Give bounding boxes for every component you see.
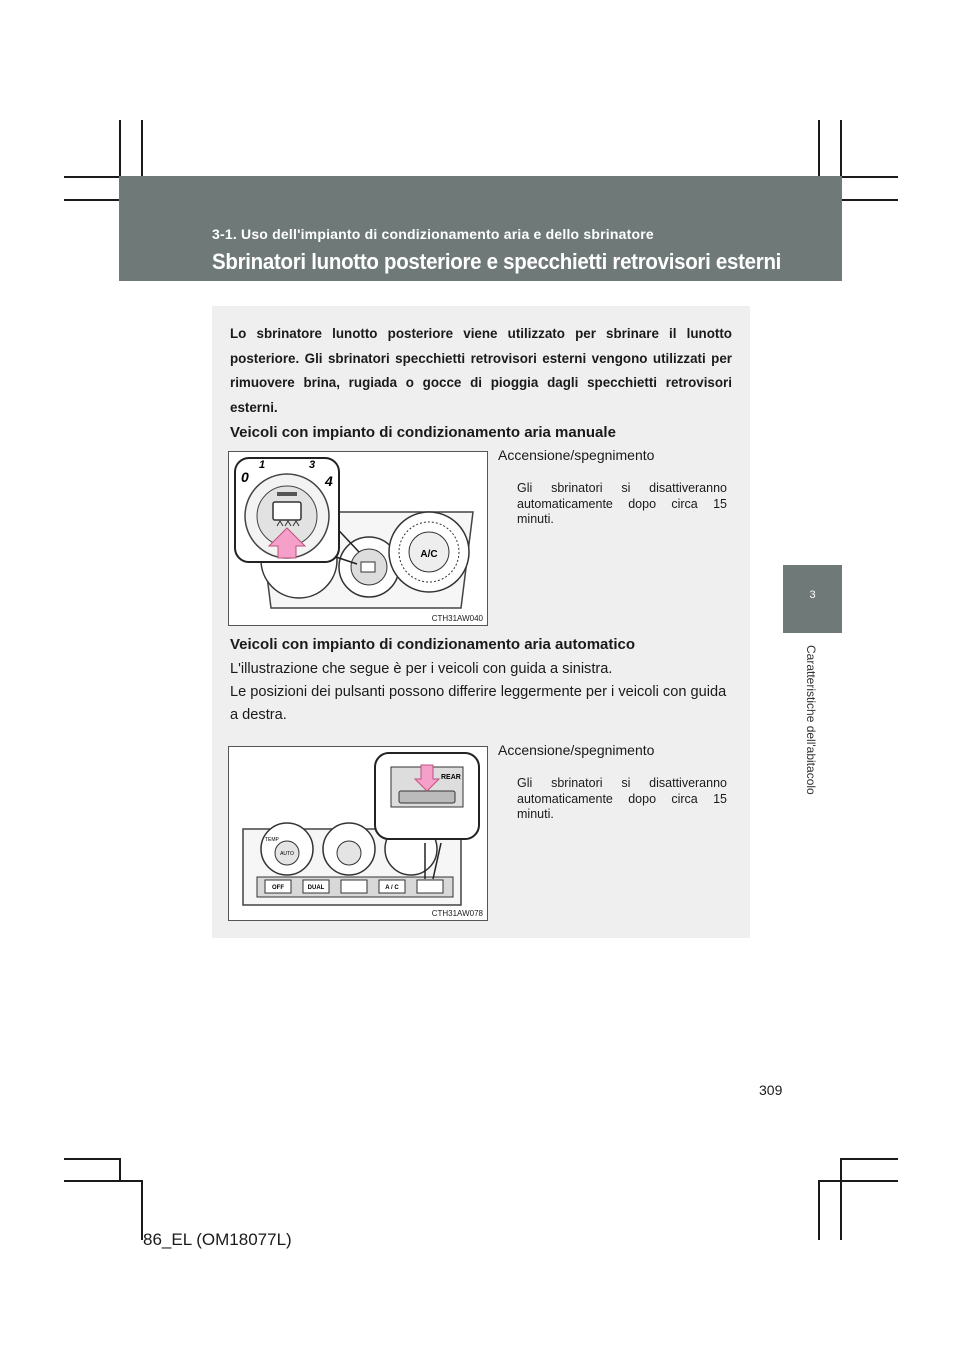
- page-number: 309: [759, 1082, 783, 1098]
- automatic-heading: Veicoli con impianto di condizionamento aria automatico: [230, 636, 636, 653]
- crop-mark: [840, 1158, 898, 1160]
- crop-mark: [818, 1180, 820, 1240]
- chapter-side-label: [798, 645, 826, 825]
- chapter-tab[interactable]: [783, 565, 842, 633]
- section-subtitle: 3-1. Uso dell'impianto di condizionamento aria e dello sbrinatore: [212, 226, 654, 242]
- ac-dial-label: A/C: [420, 549, 438, 560]
- manual-ac-illustration: [228, 451, 488, 626]
- button-label-off: OFF: [272, 885, 284, 891]
- automatic-note: [230, 658, 735, 727]
- intro-paragraph: Lo sbrinatore lunotto posteriore viene utilizzato per sbrinare il lunotto posteriore. Gli sbrinatori specchietti retrovisori esterni vengono utilizzati per rimuovere brina, rugiada o gocce di pioggia dagli specchietti retrovisori esterni.: [230, 326, 732, 415]
- automatic-ac-illustration: [228, 746, 488, 921]
- crop-mark: [840, 120, 842, 180]
- dial-number: 1: [259, 459, 266, 471]
- crop-mark: [64, 176, 124, 178]
- crop-mark: [818, 1180, 898, 1182]
- manual-ac-panel-drawing: [229, 452, 487, 625]
- dial-number: 4: [325, 473, 333, 489]
- chapter-label: Caratteristiche dell'abitacolo: [804, 645, 818, 795]
- page-title: Sbrinatori lunotto posteriore e specchietti retrovisori esterni: [212, 249, 782, 274]
- crop-mark: [64, 1158, 121, 1160]
- manual-callout-label: Accensione/spegnimento: [498, 447, 655, 463]
- dial-number: 0: [241, 469, 249, 485]
- button-label-ac: A / C: [385, 885, 399, 891]
- document-footer: 86_EL (OM18077L): [143, 1230, 292, 1249]
- crop-mark: [838, 176, 898, 178]
- crop-mark: [119, 1160, 121, 1182]
- automatic-callout-label: Accensione/spegnimento: [498, 742, 655, 758]
- automatic-note-line: Le posizioni dei pulsanti possono differire leggermente per i veicoli con guida a destra.: [230, 684, 727, 723]
- manual-heading: Veicoli con impianto di condizionamento aria manuale: [230, 424, 616, 441]
- section-header: [119, 176, 842, 281]
- automatic-note-line: L'illustrazione che segue è per i veicoli con guida a sinistra.: [230, 661, 613, 677]
- automatic-callout-description: Gli sbrinatori si disattiveranno automaticamente dopo circa 15 minuti.: [517, 776, 727, 821]
- chapter-number: 3: [809, 589, 816, 601]
- knob-label: TEMP: [265, 837, 279, 843]
- button-label-dual: DUAL: [307, 885, 325, 891]
- figure-code: CTH31AW040: [431, 614, 483, 623]
- content-panel: [212, 306, 750, 938]
- crop-mark: [64, 1180, 143, 1182]
- figure-code: CTH31AW078: [431, 909, 483, 918]
- rear-label: REAR: [441, 774, 461, 781]
- manual-callout-description: Gli sbrinatori si disattiveranno automaticamente dopo circa 15 minuti.: [517, 481, 727, 526]
- automatic-ac-panel-drawing: [229, 747, 487, 920]
- crop-mark: [840, 1158, 842, 1240]
- crop-mark: [119, 120, 121, 180]
- dial-number: 3: [309, 459, 316, 471]
- knob-label: AUTO: [280, 851, 294, 857]
